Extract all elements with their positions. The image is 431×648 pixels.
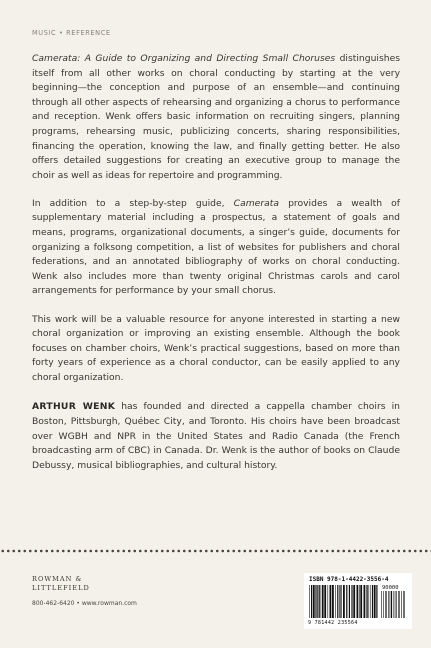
book-title-short: Camerata [233,197,279,209]
price-code: 90000 [382,585,399,591]
barcode-bars [309,585,379,618]
author-bio: ARTHUR WENK has founded and directed a cappella chamber choirs in Boston, Pittsburgh, Québec City, and Toronto. His choirs have been broadcast over WGBH and NPR in the United States and Radio Canada (the French broadcasting arm of CBC) in Canada. Dr. Wenk is the author of books on Claude Debussy, musical bibliographies, and cultural history. [32,401,400,471]
barcode [304,573,412,629]
barcode-digits: 9 781442 235564 [308,620,358,626]
price-barcode-bars [381,591,405,618]
publisher-contact: 800-462-6420 • www.rowman.com [32,600,137,607]
category-label: MUSIC • REFERENCE [32,29,111,37]
description-paragraph-2: In addition to a step-by-step guide, Camerata provides a wealth of supplementary material including a prospectus, a statement of goals and means, programs, organizational documents, a singer’s guide, documents for organizing a folksong competition, a list of websites for publishers and choral federations, and an annotated bibliography of works on choral conducting. Wenk also includes more than twenty original Christmas carols and carol arrangements for performance by your small chorus. [32,197,401,297]
author-name: ARTHUR WENK [32,401,116,413]
publisher-logo: ROWMAN & LITTLEFIELD [32,575,90,592]
description-paragraph-3: This work will be a valuable resource for anyone interested in starting a new choral organization or improving an existing ensemble. Although the book focuses on chamber choirs, Wenk’s practical suggestions, based on more than forty years of experience as a choral conductor, can be easily applied to any choral organization. [32,313,400,383]
book-title: Camerata: A Guide to Organizing and Directing Small Choruses [32,53,336,64]
dotted-divider [0,549,431,553]
back-cover-description [32,52,400,487]
description-paragraph-1: Camerata: A Guide to Organizing and Directing Small Choruses distinguishes itself from all other works on choral conducting by starting at the very beginning—the conception and purpose of an ensemble—and continuing through all other aspects of rehearsing and organizing a chorus to performance and reception. Wenk offers basic information on recruiting singers, planning programs, rehearsing music, publicizing concerts, sharing responsibilities, financing the operation, knowing the law, and finally getting better. He also offers detailed suggestions for creating an executive group to manage the choir as well as ideas for repertoire and programming. [32,53,401,181]
isbn-text: ISBN 978-1-4422-3556-4 [309,576,389,583]
